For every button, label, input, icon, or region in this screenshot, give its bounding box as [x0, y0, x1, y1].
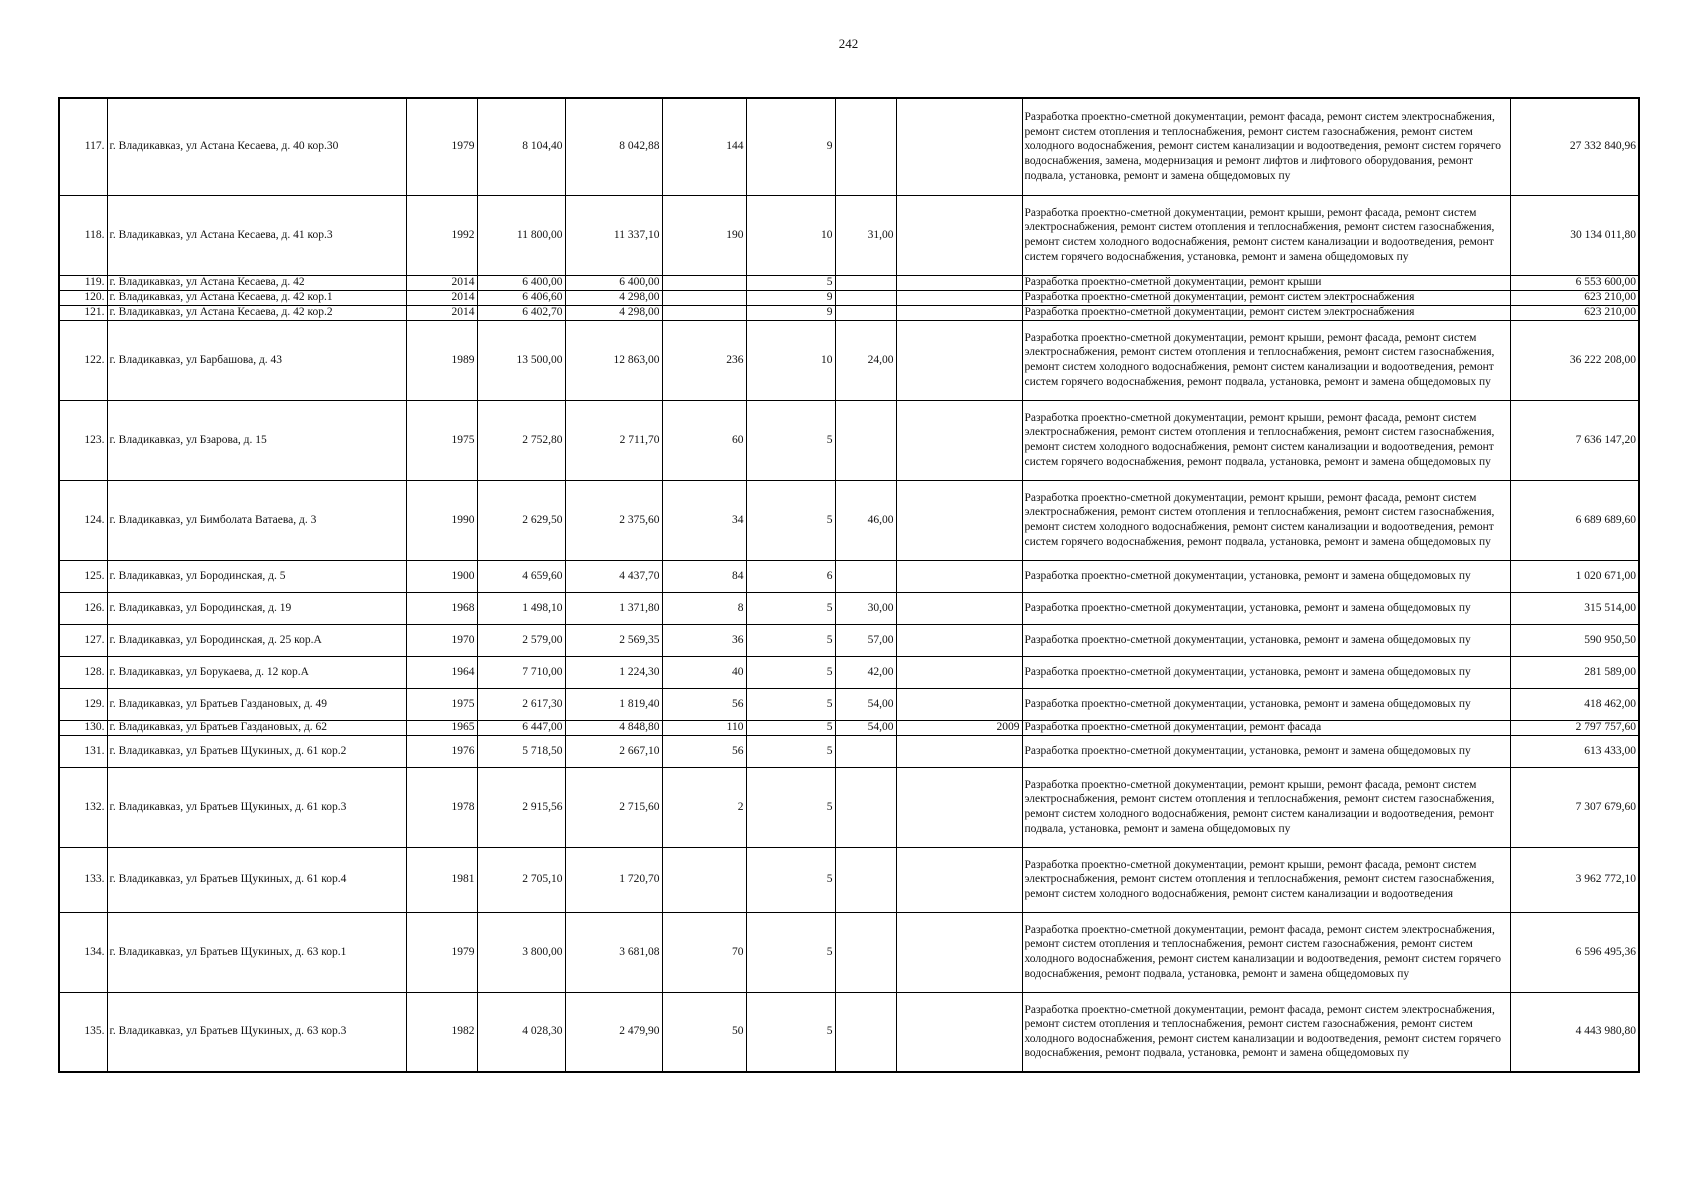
- table-body: [59, 98, 1639, 1072]
- table-row: [59, 624, 1639, 656]
- cell-area-total: 6 406,60: [477, 290, 565, 305]
- cell-area-total: 5 718,50: [477, 735, 565, 767]
- cell-address: г. Владикавказ, ул Братьев Щукиных, д. 63 кор.3: [107, 992, 406, 1072]
- cell-residents: 56: [662, 735, 746, 767]
- cell-cost: 315 514,00: [1510, 592, 1639, 624]
- cell-cost: 1 020 671,00: [1510, 560, 1639, 592]
- cell-floors: 5: [746, 992, 835, 1072]
- cell-year: 1968: [406, 592, 477, 624]
- cell-wear: [835, 290, 896, 305]
- cell-area-living: 4 848,80: [565, 720, 662, 735]
- cell-year: 1990: [406, 480, 477, 560]
- cell-year-repair: [896, 290, 1022, 305]
- table-row: [59, 480, 1639, 560]
- table-row: [59, 305, 1639, 320]
- cell-year: 1978: [406, 767, 477, 847]
- cell-wear: 54,00: [835, 688, 896, 720]
- cell-address: г. Владикавказ, ул Бзарова, д. 15: [107, 400, 406, 480]
- cell-residents: 236: [662, 320, 746, 400]
- cell-residents: 84: [662, 560, 746, 592]
- cell-year: 1981: [406, 847, 477, 912]
- cell-residents: 70: [662, 912, 746, 992]
- cell-area-total: 2 579,00: [477, 624, 565, 656]
- cell-floors: 5: [746, 720, 835, 735]
- cell-address: г. Владикавказ, ул Астана Кесаева, д. 40 кор.30: [107, 98, 406, 195]
- cell-year: 1989: [406, 320, 477, 400]
- table-row: [59, 912, 1639, 992]
- table-row: [59, 98, 1639, 195]
- cell-wear: 46,00: [835, 480, 896, 560]
- cell-year: 1964: [406, 656, 477, 688]
- cell-no: 135.: [59, 992, 107, 1072]
- cell-cost: 418 462,00: [1510, 688, 1639, 720]
- cell-floors: 5: [746, 656, 835, 688]
- table-row: [59, 195, 1639, 275]
- cell-year-repair: [896, 912, 1022, 992]
- cell-year: 1900: [406, 560, 477, 592]
- cell-year: 1970: [406, 624, 477, 656]
- cell-year-repair: [896, 305, 1022, 320]
- cell-year-repair: [896, 400, 1022, 480]
- table-row: [59, 767, 1639, 847]
- cell-year-repair: [896, 320, 1022, 400]
- cell-no: 122.: [59, 320, 107, 400]
- cell-floors: 10: [746, 195, 835, 275]
- cell-cost: 590 950,50: [1510, 624, 1639, 656]
- table-row: [59, 560, 1639, 592]
- cell-works: Разработка проектно-сметной документации, ремонт фасада, ремонт систем электроснабжения, ремонт систем отопления и теплоснабжения, ремонт систем газоснабжения, ремонт систем холодного водоснабжения, ремонт систем канализации и водоотведения, ремонт систем горячего водоснабжения, ремонт подвала, установка, ремонт и замена общедомовых пу: [1022, 912, 1510, 992]
- cell-residents: [662, 847, 746, 912]
- table-row: [59, 992, 1639, 1072]
- cell-year: 1979: [406, 98, 477, 195]
- cell-no: 124.: [59, 480, 107, 560]
- cell-address: г. Владикавказ, ул Братьев Щукиных, д. 63 кор.1: [107, 912, 406, 992]
- cell-residents: 110: [662, 720, 746, 735]
- cell-cost: 4 443 980,80: [1510, 992, 1639, 1072]
- cell-cost: 6 689 689,60: [1510, 480, 1639, 560]
- cell-no: 121.: [59, 305, 107, 320]
- table-row: [59, 735, 1639, 767]
- cell-address: г. Владикавказ, ул Бородинская, д. 25 кор.А: [107, 624, 406, 656]
- cell-works: Разработка проектно-сметной документации, ремонт фасада: [1022, 720, 1510, 735]
- cell-no: 134.: [59, 912, 107, 992]
- cell-area-living: 3 681,08: [565, 912, 662, 992]
- cell-year-repair: [896, 847, 1022, 912]
- table-row: [59, 656, 1639, 688]
- cell-wear: 57,00: [835, 624, 896, 656]
- cell-address: г. Владикавказ, ул Астана Кесаева, д. 42 кор.2: [107, 305, 406, 320]
- cell-address: г. Владикавказ, ул Братьев Щукиных, д. 61 кор.3: [107, 767, 406, 847]
- cell-floors: 5: [746, 735, 835, 767]
- housing-register-table: [58, 97, 1640, 1073]
- cell-area-total: 11 800,00: [477, 195, 565, 275]
- cell-wear: [835, 305, 896, 320]
- cell-area-total: 6 402,70: [477, 305, 565, 320]
- cell-cost: 30 134 011,80: [1510, 195, 1639, 275]
- cell-area-living: 2 711,70: [565, 400, 662, 480]
- cell-floors: 5: [746, 624, 835, 656]
- cell-works: Разработка проектно-сметной документации, ремонт крыши, ремонт фасада, ремонт систем электроснабжения, ремонт систем отопления и теплоснабжения, ремонт систем газоснабжения, ремонт систем холодного водоснабжения, ремонт систем канализации и водоотведения: [1022, 847, 1510, 912]
- cell-wear: 31,00: [835, 195, 896, 275]
- cell-cost: 623 210,00: [1510, 305, 1639, 320]
- cell-residents: [662, 305, 746, 320]
- cell-year: 1976: [406, 735, 477, 767]
- cell-cost: 281 589,00: [1510, 656, 1639, 688]
- cell-floors: 6: [746, 560, 835, 592]
- cell-cost: 7 307 679,60: [1510, 767, 1639, 847]
- cell-area-total: 4 659,60: [477, 560, 565, 592]
- cell-floors: 9: [746, 305, 835, 320]
- table-row: [59, 592, 1639, 624]
- cell-no: 127.: [59, 624, 107, 656]
- cell-area-living: 1 819,40: [565, 688, 662, 720]
- cell-wear: [835, 560, 896, 592]
- cell-year: 2014: [406, 305, 477, 320]
- cell-cost: 6 596 495,36: [1510, 912, 1639, 992]
- cell-cost: 623 210,00: [1510, 290, 1639, 305]
- cell-address: г. Владикавказ, ул Барбашова, д. 43: [107, 320, 406, 400]
- cell-works: Разработка проектно-сметной документации, ремонт крыши, ремонт фасада, ремонт систем электроснабжения, ремонт систем отопления и теплоснабжения, ремонт систем газоснабжения, ремонт систем холодного водоснабжения, ремонт систем канализации и водоотведения, ремонт систем горячего водоснабжения, ремонт подвала, установка, ремонт и замена общедомовых пу: [1022, 400, 1510, 480]
- cell-year: 2014: [406, 275, 477, 290]
- cell-floors: 5: [746, 912, 835, 992]
- cell-area-living: 2 479,90: [565, 992, 662, 1072]
- cell-year: 1975: [406, 400, 477, 480]
- cell-wear: [835, 400, 896, 480]
- cell-area-living: 11 337,10: [565, 195, 662, 275]
- cell-works: Разработка проектно-сметной документации, ремонт крыши: [1022, 275, 1510, 290]
- cell-cost: 613 433,00: [1510, 735, 1639, 767]
- cell-cost: 7 636 147,20: [1510, 400, 1639, 480]
- cell-residents: [662, 290, 746, 305]
- cell-area-total: 6 400,00: [477, 275, 565, 290]
- cell-works: Разработка проектно-сметной документации, ремонт крыши, ремонт фасада, ремонт систем электроснабжения, ремонт систем отопления и теплоснабжения, ремонт систем газоснабжения, ремонт систем холодного водоснабжения, ремонт систем канализации и водоотведения, ремонт систем горячего водоснабжения, ремонт подвала, установка, ремонт и замена общедомовых пу: [1022, 480, 1510, 560]
- cell-area-total: 13 500,00: [477, 320, 565, 400]
- cell-area-living: 1 224,30: [565, 656, 662, 688]
- cell-year-repair: [896, 98, 1022, 195]
- cell-floors: 5: [746, 400, 835, 480]
- cell-area-living: 8 042,88: [565, 98, 662, 195]
- cell-address: г. Владикавказ, ул Братьев Газдановых, д. 62: [107, 720, 406, 735]
- cell-year-repair: [896, 624, 1022, 656]
- cell-works: Разработка проектно-сметной документации, ремонт крыши, ремонт фасада, ремонт систем электроснабжения, ремонт систем отопления и теплоснабжения, ремонт систем газоснабжения, ремонт систем холодного водоснабжения, ремонт систем канализации и водоотведения, ремонт систем горячего водоснабжения, установка, ремонт и замена общедомовых пу: [1022, 195, 1510, 275]
- cell-no: 130.: [59, 720, 107, 735]
- cell-wear: [835, 735, 896, 767]
- cell-year: 1982: [406, 992, 477, 1072]
- cell-area-living: 2 375,60: [565, 480, 662, 560]
- cell-year: 1965: [406, 720, 477, 735]
- table-row: [59, 720, 1639, 735]
- cell-works: Разработка проектно-сметной документации, ремонт крыши, ремонт фасада, ремонт систем электроснабжения, ремонт систем отопления и теплоснабжения, ремонт систем газоснабжения, ремонт систем холодного водоснабжения, ремонт систем канализации и водоотведения, ремонт подвала, установка, ремонт и замена общедомовых пу: [1022, 767, 1510, 847]
- cell-floors: 9: [746, 290, 835, 305]
- cell-floors: 9: [746, 98, 835, 195]
- cell-residents: [662, 275, 746, 290]
- cell-works: Разработка проектно-сметной документации, установка, ремонт и замена общедомовых пу: [1022, 624, 1510, 656]
- cell-wear: 30,00: [835, 592, 896, 624]
- cell-residents: 34: [662, 480, 746, 560]
- cell-no: 131.: [59, 735, 107, 767]
- cell-works: Разработка проектно-сметной документации, ремонт фасада, ремонт систем электроснабжения, ремонт систем отопления и теплоснабжения, ремонт систем газоснабжения, ремонт систем холодного водоснабжения, ремонт систем канализации и водоотведения, ремонт систем горячего водоснабжения, ремонт подвала, установка, ремонт и замена общедомовых пу: [1022, 992, 1510, 1072]
- cell-year: 2014: [406, 290, 477, 305]
- cell-no: 119.: [59, 275, 107, 290]
- cell-wear: [835, 912, 896, 992]
- cell-address: г. Владикавказ, ул Бородинская, д. 5: [107, 560, 406, 592]
- cell-floors: 5: [746, 592, 835, 624]
- cell-area-living: 2 667,10: [565, 735, 662, 767]
- cell-year: 1979: [406, 912, 477, 992]
- cell-residents: 144: [662, 98, 746, 195]
- table-row: [59, 400, 1639, 480]
- page-number: 242: [838, 36, 859, 51]
- cell-year-repair: [896, 735, 1022, 767]
- cell-year: 1992: [406, 195, 477, 275]
- cell-floors: 5: [746, 275, 835, 290]
- cell-year-repair: [896, 992, 1022, 1072]
- cell-no: 126.: [59, 592, 107, 624]
- cell-address: г. Владикавказ, ул Астана Кесаева, д. 42 кор.1: [107, 290, 406, 305]
- cell-residents: 190: [662, 195, 746, 275]
- cell-works: Разработка проектно-сметной документации, установка, ремонт и замена общедомовых пу: [1022, 656, 1510, 688]
- cell-floors: 5: [746, 767, 835, 847]
- cell-area-total: 2 915,56: [477, 767, 565, 847]
- cell-year-repair: [896, 656, 1022, 688]
- cell-area-living: 2 569,35: [565, 624, 662, 656]
- cell-year-repair: 2009: [896, 720, 1022, 735]
- cell-area-total: 8 104,40: [477, 98, 565, 195]
- table-row: [59, 275, 1639, 290]
- cell-wear: [835, 992, 896, 1072]
- cell-address: г. Владикавказ, ул Астана Кесаева, д. 41 кор.3: [107, 195, 406, 275]
- cell-wear: 42,00: [835, 656, 896, 688]
- cell-area-total: 2 629,50: [477, 480, 565, 560]
- cell-cost: 3 962 772,10: [1510, 847, 1639, 912]
- cell-year-repair: [896, 688, 1022, 720]
- cell-address: г. Владикавказ, ул Бородинская, д. 19: [107, 592, 406, 624]
- cell-floors: 5: [746, 688, 835, 720]
- cell-year-repair: [896, 560, 1022, 592]
- cell-cost: 27 332 840,96: [1510, 98, 1639, 195]
- cell-no: 118.: [59, 195, 107, 275]
- table-row: [59, 320, 1639, 400]
- cell-area-living: 4 298,00: [565, 305, 662, 320]
- cell-works: Разработка проектно-сметной документации, ремонт систем электроснабжения: [1022, 305, 1510, 320]
- cell-residents: 60: [662, 400, 746, 480]
- cell-no: 132.: [59, 767, 107, 847]
- cell-residents: 40: [662, 656, 746, 688]
- cell-area-living: 1 720,70: [565, 847, 662, 912]
- cell-no: 123.: [59, 400, 107, 480]
- cell-year-repair: [896, 480, 1022, 560]
- cell-residents: 36: [662, 624, 746, 656]
- cell-cost: 36 222 208,00: [1510, 320, 1639, 400]
- cell-year: 1975: [406, 688, 477, 720]
- cell-wear: [835, 767, 896, 847]
- cell-area-total: 7 710,00: [477, 656, 565, 688]
- cell-area-living: 2 715,60: [565, 767, 662, 847]
- cell-no: 120.: [59, 290, 107, 305]
- cell-floors: 10: [746, 320, 835, 400]
- cell-residents: 8: [662, 592, 746, 624]
- cell-works: Разработка проектно-сметной документации, установка, ремонт и замена общедомовых пу: [1022, 560, 1510, 592]
- cell-address: г. Владикавказ, ул Братьев Щукиных, д. 61 кор.4: [107, 847, 406, 912]
- cell-residents: 50: [662, 992, 746, 1072]
- cell-address: г. Владикавказ, ул Астана Кесаева, д. 42: [107, 275, 406, 290]
- cell-works: Разработка проектно-сметной документации, ремонт фасада, ремонт систем электроснабжения, ремонт систем отопления и теплоснабжения, ремонт систем газоснабжения, ремонт систем холодного водоснабжения, ремонт систем канализации и водоотведения, ремонт систем горячего водоснабжения, замена, модернизация и ремонт лифтов и лифтового оборудования, ремонт подвала, установка, ремонт и замена общедомовых пу: [1022, 98, 1510, 195]
- cell-no: 117.: [59, 98, 107, 195]
- cell-floors: 5: [746, 847, 835, 912]
- cell-year-repair: [896, 275, 1022, 290]
- cell-area-living: 1 371,80: [565, 592, 662, 624]
- cell-residents: 2: [662, 767, 746, 847]
- cell-year-repair: [896, 592, 1022, 624]
- cell-area-living: 6 400,00: [565, 275, 662, 290]
- table-row: [59, 290, 1639, 305]
- cell-wear: [835, 847, 896, 912]
- cell-wear: 24,00: [835, 320, 896, 400]
- cell-area-total: 1 498,10: [477, 592, 565, 624]
- cell-works: Разработка проектно-сметной документации, ремонт систем электроснабжения: [1022, 290, 1510, 305]
- cell-year-repair: [896, 195, 1022, 275]
- cell-address: г. Владикавказ, ул Бимболата Ватаева, д. 3: [107, 480, 406, 560]
- cell-no: 129.: [59, 688, 107, 720]
- table-row: [59, 847, 1639, 912]
- cell-cost: 2 797 757,60: [1510, 720, 1639, 735]
- cell-cost: 6 553 600,00: [1510, 275, 1639, 290]
- cell-area-living: 4 298,00: [565, 290, 662, 305]
- cell-area-living: 12 863,00: [565, 320, 662, 400]
- cell-area-total: 2 752,80: [477, 400, 565, 480]
- cell-area-living: 4 437,70: [565, 560, 662, 592]
- cell-address: г. Владикавказ, ул Братьев Щукиных, д. 61 кор.2: [107, 735, 406, 767]
- cell-floors: 5: [746, 480, 835, 560]
- cell-wear: [835, 98, 896, 195]
- cell-area-total: 4 028,30: [477, 992, 565, 1072]
- cell-residents: 56: [662, 688, 746, 720]
- cell-area-total: 2 617,30: [477, 688, 565, 720]
- cell-wear: 54,00: [835, 720, 896, 735]
- cell-works: Разработка проектно-сметной документации, установка, ремонт и замена общедомовых пу: [1022, 592, 1510, 624]
- cell-works: Разработка проектно-сметной документации, установка, ремонт и замена общедомовых пу: [1022, 688, 1510, 720]
- table-row: [59, 688, 1639, 720]
- cell-works: Разработка проектно-сметной документации, ремонт крыши, ремонт фасада, ремонт систем электроснабжения, ремонт систем отопления и теплоснабжения, ремонт систем газоснабжения, ремонт систем холодного водоснабжения, ремонт систем канализации и водоотведения, ремонт систем горячего водоснабжения, ремонт подвала, установка, ремонт и замена общедомовых пу: [1022, 320, 1510, 400]
- cell-area-total: 3 800,00: [477, 912, 565, 992]
- cell-address: г. Владикавказ, ул Братьев Газдановых, д. 49: [107, 688, 406, 720]
- cell-area-total: 6 447,00: [477, 720, 565, 735]
- cell-address: г. Владикавказ, ул Борукаева, д. 12 кор.А: [107, 656, 406, 688]
- cell-works: Разработка проектно-сметной документации, установка, ремонт и замена общедомовых пу: [1022, 735, 1510, 767]
- cell-no: 128.: [59, 656, 107, 688]
- cell-wear: [835, 275, 896, 290]
- cell-no: 125.: [59, 560, 107, 592]
- cell-area-total: 2 705,10: [477, 847, 565, 912]
- cell-year-repair: [896, 767, 1022, 847]
- cell-no: 133.: [59, 847, 107, 912]
